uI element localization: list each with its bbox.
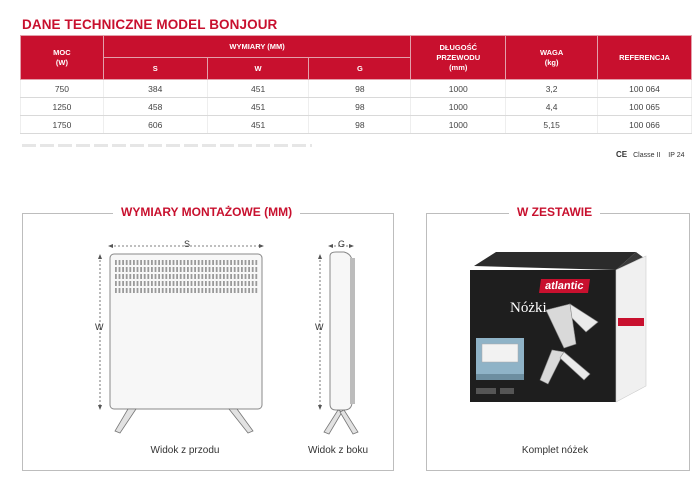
cell-moc: 1750: [21, 116, 104, 134]
ce-mark: CE: [616, 150, 628, 159]
cell-g: 98: [309, 98, 411, 116]
cell-moc: 750: [21, 80, 104, 98]
cell-moc: 1250: [21, 98, 104, 116]
header-w: W: [207, 58, 309, 80]
cell-waga: 4,4: [506, 98, 598, 116]
kit-box-image: [466, 248, 656, 408]
cell-dlugosc: 1000: [411, 80, 506, 98]
cell-dlugosc: 1000: [411, 98, 506, 116]
header-moc: MOC (W): [21, 36, 104, 80]
page-title: DANE TECHNICZNE MODEL BONJOUR: [22, 17, 278, 32]
header-g: G: [309, 58, 411, 80]
cell-w: 451: [207, 80, 309, 98]
kit-title: W ZESTAWIE: [509, 205, 600, 219]
header-waga: WAGA (kg): [506, 36, 598, 80]
cell-waga: 3,2: [506, 80, 598, 98]
cell-s: 606: [103, 116, 207, 134]
spec-table: [20, 35, 692, 134]
side-view-diagram: [312, 236, 372, 442]
cell-g: 98: [309, 116, 411, 134]
ip-label: IP 24: [668, 152, 685, 159]
header-referencja: REFERENCJA: [598, 36, 692, 80]
table-row: [21, 116, 692, 134]
kit-caption: Komplet nóżek: [521, 445, 589, 456]
faint-footnote: [22, 144, 312, 147]
cell-referencja: 100 066: [598, 116, 692, 134]
cell-s: 458: [103, 98, 207, 116]
certification-marks: [616, 150, 684, 159]
label-s-front: S: [184, 239, 191, 249]
class-label: Classe II: [633, 152, 661, 159]
front-view-caption: Widok z przodu: [150, 445, 220, 456]
table-row: [21, 98, 692, 116]
box-title: Nóżki: [510, 300, 547, 316]
header-wymiary: WYMIARY (MM): [103, 36, 410, 58]
cell-waga: 5,15: [506, 116, 598, 134]
cell-w: 451: [207, 98, 309, 116]
montage-title: WYMIARY MONTAŻOWE (MM): [113, 205, 300, 219]
cell-g: 98: [309, 80, 411, 98]
cell-s: 384: [103, 80, 207, 98]
box-brand-logo: atlantic: [539, 279, 589, 293]
cell-w: 451: [207, 116, 309, 134]
table-row: [21, 80, 692, 98]
label-g-side: G: [338, 239, 346, 249]
cell-referencja: 100 065: [598, 98, 692, 116]
label-w-front: W: [95, 322, 104, 332]
header-s: S: [103, 58, 207, 80]
front-view-diagram: [90, 236, 280, 442]
cell-referencja: 100 064: [598, 80, 692, 98]
header-dlugosc: DŁUGOŚĆ PRZEWODU (mm): [411, 36, 506, 80]
side-view-caption: Widok z boku: [307, 445, 369, 456]
label-w-side: W: [315, 322, 324, 332]
cell-dlugosc: 1000: [411, 116, 506, 134]
